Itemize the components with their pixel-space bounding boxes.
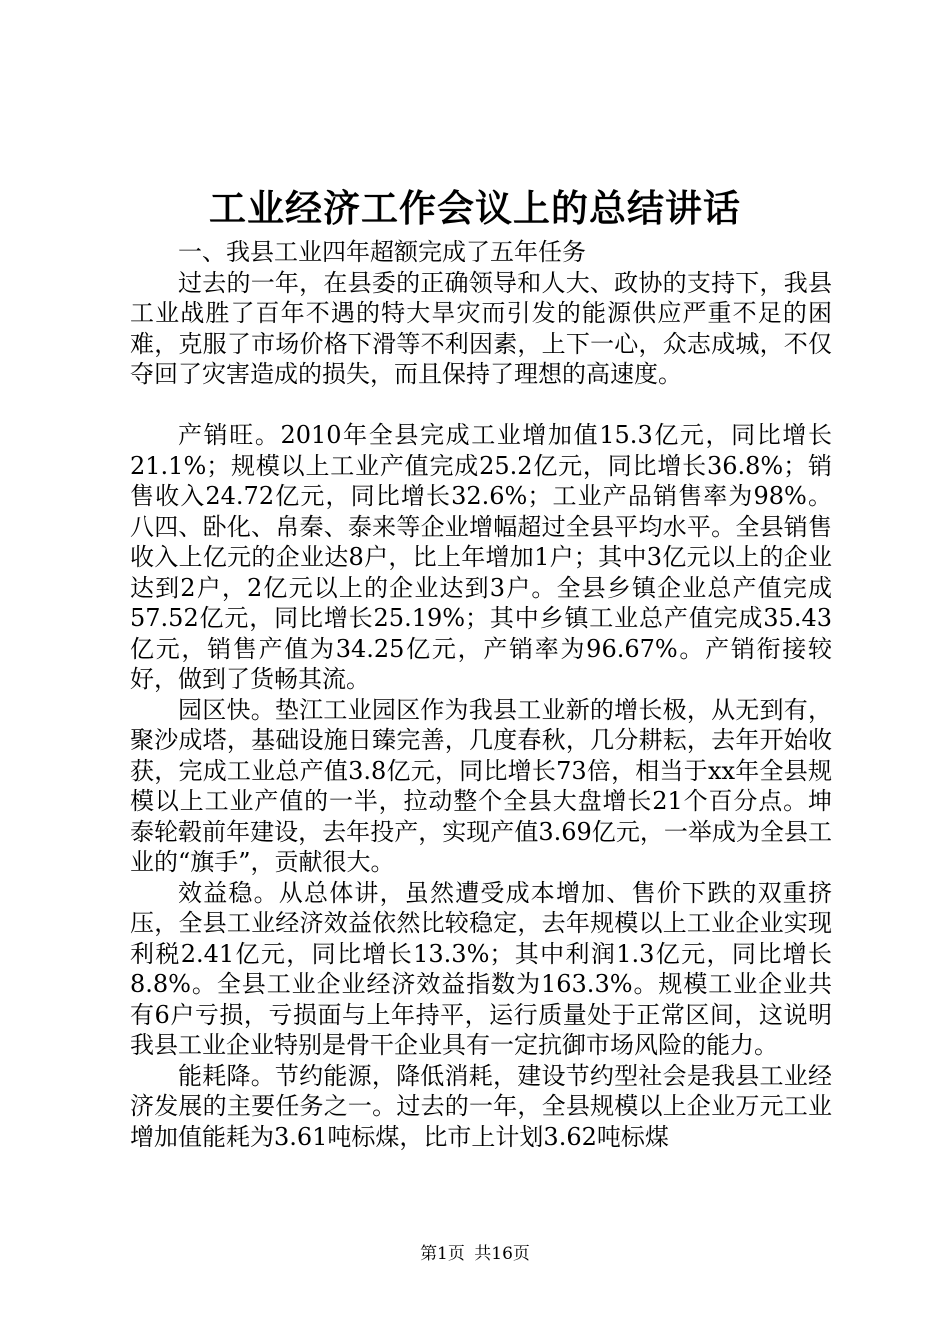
document-title: 工业经济工作会议上的总结讲话 xyxy=(209,186,741,230)
page-number: 第1页 xyxy=(420,1244,465,1264)
paragraph-sales: 产销旺。2010年全县完成工业增加值15.3亿元，同比增长21.1%；规模以上工业产值完成25.2亿元，同比增长36.8%；销售收入24.72亿元，同比增长32.6%；工业产品销售率为98%。八四、卧化、帛秦、泰来等企业增幅超过全县平均水平。全县销售收入上亿元的企业达8户，比上年增加1户；其中3亿元以上的企业达到2户，2亿元以上的企业达到3户。全县乡镇企业总产值完成57.52亿元，同比增长25.19%；其中乡镇工业总产值完成35.43亿元，销售产值为34.25亿元，产销率为96.67%。产销衔接较好，做到了货畅其流。 xyxy=(130,421,832,693)
paragraph-industrial-park: 园区快。垫江工业园区作为我县工业新的增长极，从无到有，聚沙成塔，基础设施日臻完善，几度春秋，几分耕耘，去年开始收获，完成工业总产值3.8亿元，同比增长73倍，相当于xx年全县规模以上工业产值的一半，拉动整个全县大盘增长21个百分点。坤泰轮毂前年建设，去年投产，实现产值3.69亿元，一举成为全县工业的“旗手”，贡献很大。 xyxy=(130,695,832,876)
paragraph-intro: 过去的一年，在县委的正确领导和人大、政协的支持下，我县工业战胜了百年不遇的特大旱灾而引发的能源供应严重不足的困难，克服了市场价格下滑等不利因素，上下一心，众志成城，不仅夺回了灾害造成的损失，而且保持了理想的高速度。 xyxy=(130,268,832,388)
page-total: 共16页 xyxy=(474,1244,530,1264)
paragraph-efficiency: 效益稳。从总体讲，虽然遭受成本增加、售价下跌的双重挤压，全县工业经济效益依然比较稳定，去年规模以上工业企业实现利税2.41亿元，同比增长13.3%；其中利润1.3亿元，同比增长8.8%。全县工业企业经济效益指数为163.3%。规模工业企业共有6户亏损，亏损面与上年持平，运行质量处于正常区间，这说明我县工业企业特别是骨干企业具有一定抗御市场风险的能力。 xyxy=(130,878,832,1059)
document-body xyxy=(130,237,832,1152)
section-heading: 一、我县工业四年超额完成了五年任务 xyxy=(178,238,586,266)
page-footer xyxy=(0,1243,950,1265)
paragraph-energy: 能耗降。节约能源，降低消耗，建设节约型社会是我县工业经济发展的主要任务之一。过去的一年，全县规模以上企业万元工业增加值能耗为3.61吨标煤，比市上计划3.62吨标煤 xyxy=(130,1061,832,1151)
